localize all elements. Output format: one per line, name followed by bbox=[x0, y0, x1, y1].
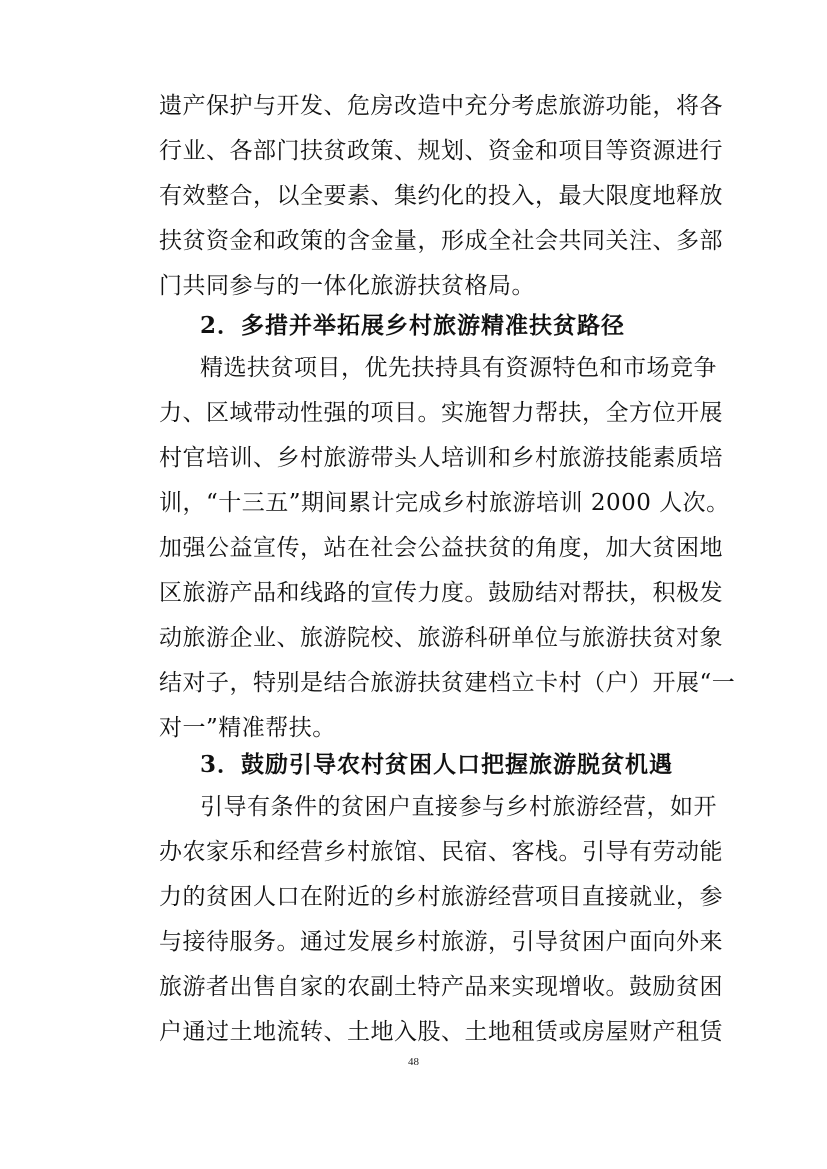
paragraph-2-line-5: 加强公益宣传，站在社会公益扶贫的角度，加大贫困地 bbox=[159, 535, 723, 561]
paragraph-2-line-1: 精选扶贫项目，优先扶持具有资源特色和市场竞争 bbox=[200, 355, 717, 381]
paragraph-3-line-4: 与接待服务。通过发展乡村旅游，引导贫困户面向外来 bbox=[159, 929, 723, 955]
paragraph-1-line-5: 门共同参与的一体化旅游扶贫格局。 bbox=[159, 273, 535, 299]
paragraph-2-line-9: 对一”精准帮扶。 bbox=[159, 715, 336, 741]
paragraph-2-line-7: 动旅游企业、旅游院校、旅游科研单位与旅游扶贫对象 bbox=[159, 625, 723, 651]
paragraph-2-line-2: 力、区域带动性强的项目。实施智力帮扶，全方位开展 bbox=[159, 400, 723, 426]
paragraph-1-line-4: 扶贫资金和政策的含金量，形成全社会共同关注、多部 bbox=[159, 228, 723, 254]
paragraph-1-line-3: 有效整合，以全要素、集约化的投入，最大限度地释放 bbox=[159, 183, 723, 209]
paragraph-3-line-5: 旅游者出售自家的农副土特产品来实现增收。鼓励贫困 bbox=[159, 974, 723, 1000]
paragraph-3-line-1: 引导有条件的贫困户直接参与乡村旅游经营，如开 bbox=[200, 794, 717, 820]
section-heading-3: 3．鼓励引导农村贫困人口把握旅游脱贫机遇 bbox=[200, 751, 674, 778]
paragraph-2-line-6: 区旅游产品和线路的宣传力度。鼓励结对帮扶，积极发 bbox=[159, 580, 723, 606]
paragraph-3-line-3: 力的贫困人口在附近的乡村旅游经营项目直接就业，参 bbox=[159, 884, 723, 910]
paragraph-1-line-1: 遗产保护与开发、危房改造中充分考虑旅游功能，将各 bbox=[159, 93, 723, 119]
paragraph-3-line-2: 办农家乐和经营乡村旅馆、民宿、客栈。引导有劳动能 bbox=[159, 839, 723, 865]
paragraph-3-line-6: 户通过土地流转、土地入股、土地租赁或房屋财产租赁 bbox=[159, 1019, 723, 1045]
paragraph-2-line-3: 村官培训、乡村旅游带头人培训和乡村旅游技能素质培 bbox=[159, 445, 723, 471]
paragraph-2-line-8: 结对子，特别是结合旅游扶贫建档立卡村（户）开展“一 bbox=[159, 670, 736, 696]
paragraph-1-line-2: 行业、各部门扶贫政策、规划、资金和项目等资源进行 bbox=[159, 138, 723, 164]
section-heading-2: 2．多措并举拓展乡村旅游精准扶贫路径 bbox=[200, 312, 626, 339]
page-number: 48 bbox=[408, 1056, 419, 1068]
paragraph-2-line-4: 训，“十三五”期间累计完成乡村旅游培训 2000 人次。 bbox=[159, 490, 730, 516]
